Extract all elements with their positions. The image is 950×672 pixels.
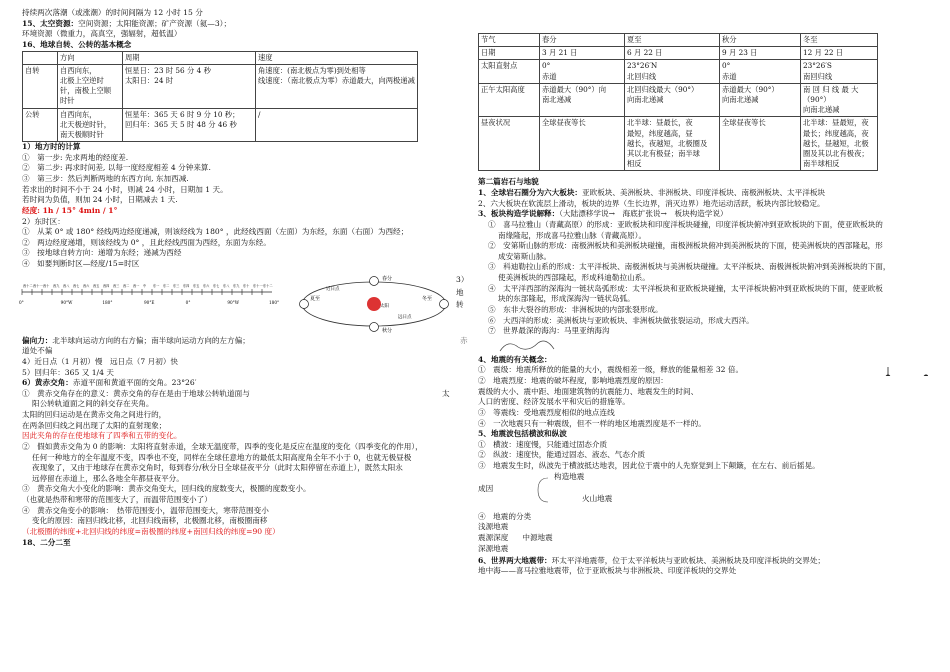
obliquity-point: 变化的原因：南回归线北移，北回归线南移，北极圈北移，南极圈南移 [32, 516, 268, 526]
obliquity-point: ③ 黄赤交角大小变化的影响：黄赤交角变大，回归线的度数变大，极圈的度数变小。 [22, 484, 311, 494]
table-header-cell: 冬至 [801, 34, 878, 47]
cell-line: 南半球相反 [803, 159, 840, 169]
seismic-belts-line [478, 556, 930, 567]
table-header-cell: 节气 [479, 34, 540, 47]
zone-label: 东九 [233, 283, 240, 288]
class-shallow: 浅源地震 [478, 521, 509, 531]
table-cell [625, 83, 720, 117]
cell-line: 3 月 21 日 [542, 48, 578, 58]
zone-label: 西十 [43, 283, 50, 288]
seismic-waves-title: 5、地震波包括横波和纵波 [478, 429, 567, 439]
table-header-row [23, 51, 418, 64]
plate-example: ③ 科迪勒拉山系的形成：太平洋板块、南极洲板块与美洲板块碰撞。太平洋板块、南极洲板块俯冲到美洲板块的下面， [488, 262, 891, 272]
seismic-wave-item: ① 横波：速度慢，只能通过固态介质 [478, 439, 608, 449]
table-cell [540, 60, 625, 83]
obliquity-line [22, 378, 470, 389]
table-row [23, 108, 418, 142]
table-cell [58, 64, 123, 108]
table-cell [720, 47, 801, 60]
cell-line: 23°26′S [803, 61, 832, 71]
longitude-mark: 180° [269, 299, 280, 305]
table-cell [123, 64, 256, 108]
cell-line: 时针 [60, 96, 75, 106]
orbit-label-bottom: 秋分 [382, 327, 393, 334]
table-cell [479, 117, 540, 171]
table-header-cell [23, 51, 58, 64]
cell-line: 线速度：（南北极点为零）赤道最大，向两极递减 [258, 75, 415, 85]
earthquake-concept [478, 365, 930, 376]
plates-title: 1、全球岩石圈分为六大板块： [478, 188, 583, 198]
earth-icon [370, 322, 379, 331]
zone-label: 东十一 [253, 283, 263, 288]
season-table-body [479, 47, 878, 171]
cause-label: 成因 [478, 483, 494, 493]
longitude-mark: 90°E [144, 299, 155, 305]
earthquake-concept: ④ 一次地震只有一种震级，但不一样的地区地震烈度是不一样的。 [478, 418, 706, 428]
table-cell [256, 64, 418, 108]
obliquity-note: 因此夹角的存在使地球有了四季和五带的变化。 [22, 431, 182, 441]
zone-label: 西八 [63, 283, 70, 288]
table-cell: 公转 [23, 108, 58, 142]
obliquity-point-text: ① 黄赤交角存在的意义：黄赤交角的存在是由于地球公转轨道面与 [22, 388, 250, 398]
obliquity-point: （也就是热带和寒带的范围变大了，而温带范围变小了） [22, 495, 212, 504]
cell-line: 最短，纬度越高，昼 [627, 128, 693, 138]
perihelion-line: 4）近日点（1 月初）慢 远日点（7 月初）快 [22, 356, 179, 366]
cell-line: 全球昼夜等长 [722, 118, 766, 128]
earthquake-concept: 人口的密度、经济发展水平和灾后的措施等。 [478, 397, 630, 407]
side-label: 地 [456, 287, 464, 297]
longitude-rule: 经度: 1h / 15° 4min / 1° [22, 205, 118, 215]
plate-example: 成安第斯山脉。 [498, 251, 552, 261]
zone-label: 东二 [163, 283, 170, 288]
cell-line: 相反 [627, 159, 642, 169]
local-time-step: ② 第二步: 再求时间差, 以每一度经度相差 4 分钟来算. [22, 163, 211, 173]
time-zone-title: 2）东时区： [22, 216, 65, 226]
plate-example: 南缘隆起，形成喜马拉雅山脉（青藏高原）。 [498, 230, 647, 240]
earth-icon [300, 299, 309, 308]
obliquity-point: 在两条回归线之间出现了太阳的直射现象； [22, 420, 167, 430]
zone-label: 西七 [73, 283, 80, 288]
cell-line: 北半球：昼最长，夜 [627, 118, 693, 128]
section-16-title: 16、地球自转、公转的基本概念 [22, 39, 132, 49]
cell-line: 北天极逆时针， [60, 119, 112, 129]
class-medium: 中源地震 [522, 532, 553, 542]
tropical-year-line: 5）回归年：365 又 1/4 天 [22, 367, 114, 377]
plate-example: ⑤ 东非大裂谷的形成：非洲板块的内部张裂形成。 [488, 304, 663, 314]
zone-label: 西十二 [23, 283, 33, 288]
obliquity-point [22, 389, 470, 400]
classification-title: ④ 地震的分类 [478, 511, 532, 521]
obliquity-point: 远停留在赤道上，那么各地全年都昼夜平分。 [32, 473, 184, 483]
zone-label: 西五 [93, 283, 100, 288]
cell-line: 赤道 [542, 71, 557, 81]
table-cell [540, 117, 625, 171]
cell-line: 南 回 归 线 最 大 [803, 84, 859, 94]
solstice-equinox-table [478, 33, 878, 171]
table-header-cell: 速度 [256, 51, 418, 64]
cell-line: 赤道 [722, 71, 737, 81]
class-depth-row [478, 533, 553, 544]
orbit-note: 远日点 [398, 314, 412, 320]
zone-label: 西十一 [33, 283, 43, 288]
cell-line: 越长，夜越短，北极圈及 [627, 138, 708, 148]
zone-label: 东十 [243, 283, 250, 288]
cell-line: 针，南极上空顺 [60, 86, 112, 96]
earth-icon [440, 299, 449, 308]
table-header-cell: 春分 [540, 34, 625, 47]
cell-line: 角速度：(南北极点为零)到处相等 [258, 65, 366, 75]
cell-line: 自西向东， [60, 109, 97, 119]
sun-icon [367, 297, 381, 311]
obliquity-point: ④ 黄赤交角变小的影响： 热带范围变小，温带范围变大，寒带范围变小 [22, 505, 269, 515]
cell-line: 日期 [481, 48, 496, 58]
plate-tectonics-text: （大陆漂移学说→ 海底扩张说→ 板块构造学说） [559, 209, 728, 219]
longitude-mark: 0° [19, 299, 24, 305]
table-header-row [479, 34, 878, 47]
cell-line: 太阳直射点 [481, 61, 518, 71]
table-cell: 自转 [23, 64, 58, 108]
cell-line: 赤道最大（90°） [722, 84, 779, 94]
cause-volcanic: 火山地震 [582, 493, 613, 503]
cell-line: 12 月 22 日 [803, 48, 844, 58]
right-column [478, 0, 930, 577]
cell-line: 赤道最大（90°）向 [542, 84, 607, 94]
table-row [479, 60, 878, 83]
cell-line: 昼夜状况 [481, 118, 511, 128]
seismic-belts-title: 6、世界两大地震带： [478, 555, 552, 565]
table-cell [720, 60, 801, 83]
cell-line: 0° [722, 61, 731, 71]
table-cell [625, 117, 720, 171]
local-time-title: 1）地方时的计算 [22, 142, 81, 152]
local-time-step: ③ 第三步：然后判断两地的东西方向, 东加西减. [22, 174, 189, 183]
obliquity-point: 太阳的回归运动是在黄赤交角之间进行的， [22, 410, 167, 419]
time-zone-rule: ① 从某 0° 或 180° 经线两边经度递减，则该经线为 180° ，此经线西面（左面）为东经，东面（右面）为西经； [22, 227, 409, 237]
space-resources-line2: 环境资源（微重力，高真空，强辐射，超低温） [22, 29, 182, 39]
table-cell [479, 60, 540, 83]
table-cell [801, 83, 878, 117]
zone-label: 东八 [223, 283, 230, 288]
seismic-wave-item: ③ 地震发生时，纵波先于横波抵达地表，因此位于震中的人先察觉到上下颠簸，在左右、前后摇晃。 [478, 461, 820, 471]
zone-label: 东一 [153, 283, 160, 288]
longitude-mark: 90°W [227, 299, 240, 305]
section-15-text: 空间资源；太阳能资源；矿产资源（氦—3）； [78, 18, 232, 28]
trench-sketch [478, 337, 930, 355]
bracket-icon [518, 474, 558, 508]
zone-label: 东四 [183, 283, 190, 288]
figures-row [19, 274, 470, 336]
cell-line: 恒星日：23 时 56 分 4 秒 [125, 65, 211, 75]
orbit-label-left: 夏至 [310, 295, 321, 302]
cell-line: 0° [542, 61, 551, 71]
cell-line: 恒星年：365 天 6 时 9 分 10 秒； [125, 109, 240, 119]
table-cell [58, 108, 123, 142]
section-15-title: 15、太空资源： [22, 18, 79, 28]
earth-icon [370, 276, 379, 285]
table-header-cell: 周期 [123, 51, 256, 64]
plate-example: ⑥ 大西洋的形成：美洲板块与亚欧板块、非洲板块做张裂运动，形成大西洋。 [488, 315, 754, 325]
earthquake-concepts-title: 4、地震的有关概念： [478, 354, 552, 364]
table-cell [625, 47, 720, 60]
zone-label: 东五 [193, 283, 200, 288]
rotation-revolution-table [22, 51, 418, 143]
cell-line: 北回归线最大（90°） [627, 84, 699, 94]
earthquake-concept: ② 地震烈度：地震的破坏程度，影响地震烈度的原因： [478, 376, 668, 386]
obliquity-point: 阳公转轨道面之间的斜交存在夹角。 [32, 399, 154, 409]
table-row [23, 64, 418, 108]
cell-line: 自西向东， [60, 65, 97, 75]
trench-sketch-icon [498, 337, 558, 355]
table-cell: / [256, 108, 418, 142]
earthquake-concept: 震级的大小、震中距、地面建筑物的抗震能力、地震发生的时间、 [478, 386, 699, 396]
side-label: 3） [456, 274, 469, 284]
cell-line: 南北递减 [542, 95, 572, 105]
table-cell [540, 83, 625, 117]
table-cell [720, 117, 801, 171]
cell-line: 向南北递减 [627, 95, 664, 105]
obliquity-point: 任何一种地方的全年温度不变，四季也不变，同样在全球任意地方的最低太阳高度角全年不小于 0，也就无极昼极 [32, 452, 412, 462]
cell-line: 全球昼夜等长 [542, 118, 586, 128]
time-zone-rule: ② 两边经度递增，则该经线为 0° ，且此经线西面为西经，东面为东经。 [22, 237, 271, 247]
class-depth: 震源深度 [478, 532, 509, 542]
obliquity-text: 赤道平面和黄道平面的交角。23°26′ [72, 378, 197, 388]
table-cell [720, 83, 801, 117]
obliquity-point: 夜现象了，又由于地球存在黄赤交角时，每到春分/秋分日全球昼夜平分（此时太阳停留在赤道上），既然太阳永 [32, 463, 403, 473]
cell-line: 向南北递减 [722, 95, 759, 105]
local-time-step: ① 第一步: 先求两地的经度差. [22, 152, 129, 162]
table-row [479, 83, 878, 117]
deflection-line2: 道处不偏 [22, 346, 53, 356]
time-zone-strip [19, 280, 284, 310]
table-cell [479, 47, 540, 60]
zone-label: 中 [143, 283, 147, 288]
earthquake-concept: ③ 等震线：受地震烈度相似的地点连线 [478, 407, 615, 417]
plate-example: 块的东部隆起，形成深海沟一链状岛弧。 [498, 294, 635, 304]
obliquity-title: 6）黄赤交角： [22, 378, 73, 388]
deflection-line [22, 336, 470, 347]
sun-label: 太阳 [380, 303, 389, 309]
time-zone-rule: ③ 按地球自转方向：递增为东经；递减为西经 [22, 248, 182, 258]
cell-line: 太阳日：24 时 [125, 75, 174, 85]
seismic-wave-item: ② 纵波：速度快，能通过固态、液态、气态介质 [478, 450, 646, 460]
space-resources [22, 19, 470, 30]
cell-line: 南回归线 [803, 71, 833, 81]
orbit-note: 近日点 [326, 286, 340, 292]
plate-tectonics-title: 3、板块构造学说解释： [478, 209, 560, 219]
cell-line: 最长；纬度越高，夜 [803, 128, 869, 138]
table-header-cell: 夏至 [625, 34, 720, 47]
side-label: 转 [456, 300, 464, 310]
orbit-label-right: 冬至 [422, 295, 433, 302]
zone-label: 东三 [173, 283, 180, 288]
longitude-mark: 0° [185, 299, 191, 305]
left-column [19, 0, 470, 548]
seismic-belts-text: 环太平洋地震带，位于太平洋板块与亚欧板块、美洲板块及印度洋板块的交界处； [551, 555, 826, 565]
cell-line: 南天极顺时针 [60, 129, 104, 139]
cell-line: 9 月 23 日 [722, 48, 758, 58]
zone-label: 西三 [113, 283, 120, 288]
time-zone-rule: ④ 如要判断时区—经度/15=时区 [22, 259, 140, 268]
obliquity-point: ② 假如黄赤交角为 0 的影响：太阳将直射赤道，全球无温度带，四季的变化是反应在温度的变化（四季变化的作用）， [22, 441, 423, 451]
cell-line: 正午太阳高度 [481, 84, 525, 94]
table-cell [123, 108, 256, 142]
cell-line: 6 月 22 日 [627, 48, 663, 58]
side-labels [456, 274, 468, 313]
zone-label: 西六 [83, 283, 90, 288]
deflection-text: 北半球向运动方向的右方偏；南半球向运动方向的左方偏； [52, 335, 250, 345]
plate-example: 使美洲板块的西部隆起，形成科迪勒拉山系。 [498, 273, 650, 283]
tide-interval-line: 持续两次落潮（或涨潮）的时间间隔为 12 小时 15 分 [22, 8, 203, 17]
plate-example: ① 喜马拉雅山（青藏高原）的形成：亚欧板块和印度洋板块碰撞，印度洋板块俯冲到亚欧板块的下面，使亚欧板块的 [488, 219, 883, 229]
deflection-title: 偏向力： [22, 335, 53, 345]
cell-line: 圈及其以北有极夜； [803, 149, 869, 159]
table-cell [479, 83, 540, 117]
section-18-title: 18、二分二至 [22, 537, 71, 547]
side-label: 太 [442, 388, 450, 398]
zone-label: 西一 [133, 283, 140, 288]
plate-example: ⑦ 世界最深的海沟：马里亚纳海沟 [488, 326, 610, 336]
cell-line: 北极上空逆时 [60, 75, 104, 85]
local-time-step: 若求出的时间不小于 24 小时，则减 24 小时，日期加 1 天。 [22, 184, 228, 194]
zone-label: 西四 [103, 283, 110, 288]
isoseismal-sketch [838, 367, 928, 376]
cell-line: 北半球：昼最短，夜 [803, 118, 869, 128]
earthquake-classification [478, 472, 930, 556]
side-label: 赤 [460, 335, 468, 345]
table-cell [625, 60, 720, 83]
plate-tectonics-line [478, 209, 930, 220]
zone-label: 西二 [123, 283, 130, 288]
cell-line: 越长，昼越短，北极 [803, 138, 869, 148]
table-cell [801, 117, 878, 171]
cell-line: 回归年：365 天 5 时 48 分 46 秒 [125, 119, 237, 129]
zone-label: 西九 [53, 283, 60, 288]
local-time-step: 若时间为负值，则加 24 小时，日期减去 1 天. [22, 195, 178, 205]
part-2-title: 第二篇岩石与地貌 [478, 177, 539, 187]
plate-example: ② 安第斯山脉的形成：南极洲板块和美洲板块碰撞，南极洲板块俯冲到美洲板块的下面，使美洲板块的西部隆起，形 [488, 241, 883, 251]
zone-label: 东十二 [263, 283, 273, 288]
cell-line: （90°） [803, 95, 831, 105]
earthquake-concept-text: ① 震级：地震所释放的能量的大小，震级相差一级，释放的能量相差 32 倍。 [478, 365, 744, 375]
table-cell [801, 47, 878, 60]
cell-line: 北回归线 [627, 71, 657, 81]
longitude-mark: 180° [102, 299, 113, 305]
class-deep: 深源地震 [478, 543, 509, 553]
polar-circle-note: （北极圈的纬度+北回归线的纬度=南极圈的纬度+南回归线的纬度=90 度） [22, 526, 280, 536]
table-cell [801, 60, 878, 83]
orbit-label-top: 春分 [382, 275, 393, 282]
table-row [479, 117, 878, 171]
cell-line: 其以北有极昼；南半球 [627, 149, 700, 159]
table-header-cell: 秋分 [720, 34, 801, 47]
zone-label: 东六 [203, 283, 210, 288]
plates-line [478, 188, 930, 199]
table-cell [540, 47, 625, 60]
plates-boundary-line: 2、六大板块在软流层上滑动，板块的边界（生长边界，消灭边界）地壳运动活跃，板块内部比较稳定。 [478, 198, 825, 208]
earth-orbit-diagram [294, 272, 454, 336]
table-header-cell: 方向 [58, 51, 123, 64]
cause-tectonic: 构造地震 [554, 471, 585, 481]
seismic-belts-line2: 地中海——喜马拉雅地震带，位于亚欧板块与非洲板块、印度洋板块的交界处 [478, 566, 737, 576]
plate-example: ④ 太平洋西部的深海沟一链状岛弧形成：太平洋板块和亚欧板块碰撞，太平洋板块俯冲到亚欧板块的下面，使亚欧板 [488, 283, 883, 293]
longitude-mark: 90°W [60, 299, 73, 305]
cell-line: 向南北递减 [803, 105, 840, 115]
zone-label: 东七 [213, 283, 220, 288]
cell-line: 23°26′N [627, 61, 658, 71]
table-row [479, 47, 878, 60]
plates-text: 亚欧板块、美洲板块、非洲板块、印度洋板块、南极洲板块、太平洋板块 [582, 188, 826, 198]
